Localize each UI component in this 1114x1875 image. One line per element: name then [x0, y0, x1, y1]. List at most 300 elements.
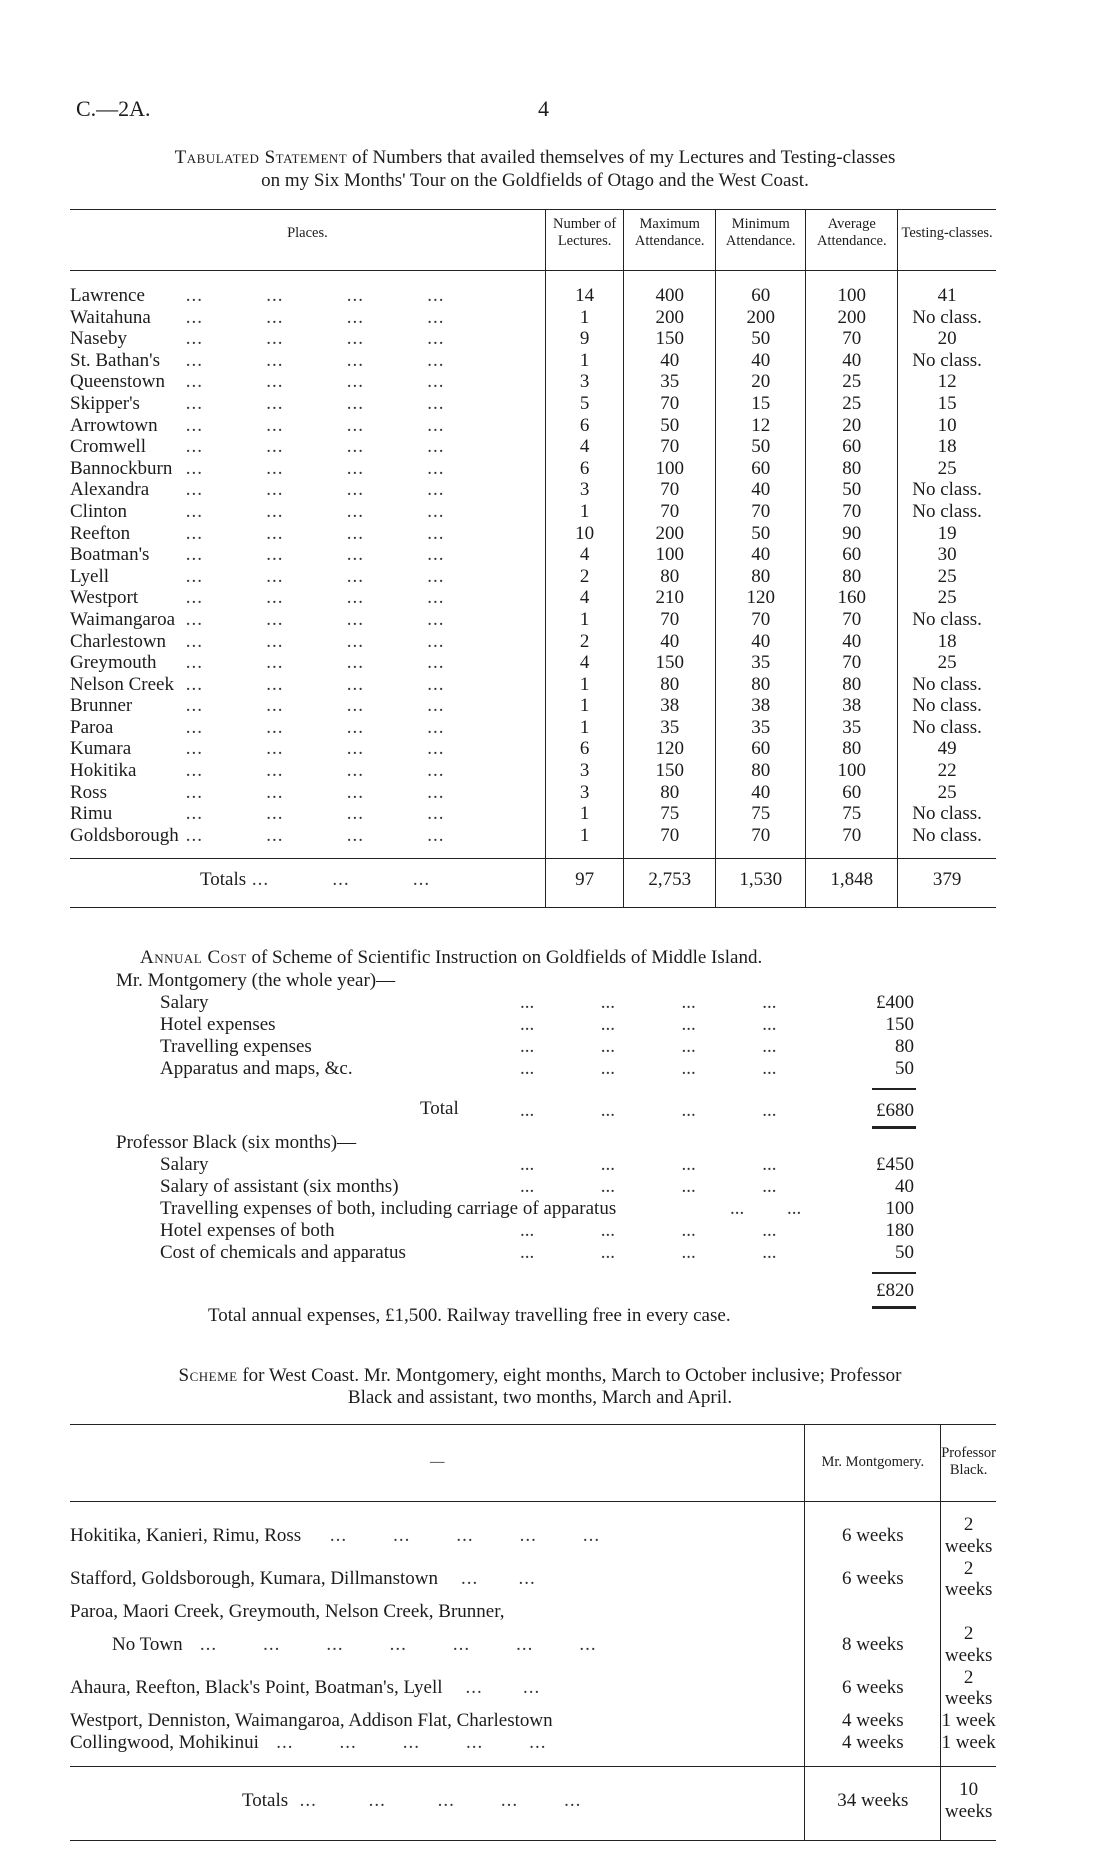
place-cell: Lawrence ... ... ... ... — [70, 285, 445, 306]
scheme-table-body — [70, 1502, 996, 1767]
place-cell: Ross ... ... ... ... — [70, 781, 445, 803]
place-cell: Waitahuna ... ... ... ... — [70, 306, 445, 328]
lectures-row — [70, 458, 996, 480]
place-cell: Brunner ... ... ... ... — [70, 695, 445, 717]
cell-max: 70 — [624, 436, 716, 458]
place-name: Nelson Creek — [70, 673, 174, 695]
black-item-label: Cost of chemicals and apparatus — [160, 1242, 406, 1263]
black-item-amount: 100 — [885, 1198, 914, 1219]
cell-max: 70 — [624, 393, 716, 415]
caption-small-caps: Tabulated Statement — [174, 147, 348, 168]
montgomery-item-amount: £400 — [876, 992, 914, 1013]
montgomery-item-label: Travelling expenses — [160, 1036, 312, 1057]
cell-min: 50 — [716, 523, 806, 545]
cell-testing: No class. — [898, 674, 996, 696]
header-testing: Testing-classes. — [898, 210, 996, 271]
leader-dots: ... ... ... ... — [520, 1014, 777, 1035]
cell-avg: 50 — [806, 479, 898, 501]
cell-min: 200 — [716, 307, 806, 329]
cell-max: 75 — [624, 803, 716, 825]
scheme-places: Hokitika, Kanieri, Rimu, Ross — [70, 1524, 302, 1546]
lectures-row — [70, 371, 996, 393]
cell-min: 12 — [716, 415, 806, 437]
place-cell: Westport ... ... ... ... — [70, 587, 445, 609]
cell-avg: 20 — [806, 415, 898, 437]
cell-testing: 25 — [898, 458, 996, 480]
cell-testing: No class. — [898, 803, 996, 825]
cell-avg: 160 — [806, 587, 898, 609]
scheme-text: for West Coast. Mr. Montgomery, eight months, March to October inclusive; Professor — [237, 1365, 902, 1386]
place-name: Reefton — [70, 522, 131, 544]
scheme-cell-black: 2 weeks — [941, 1502, 996, 1558]
scheme-row — [70, 1601, 996, 1623]
cell-lectures: 1 — [545, 825, 623, 859]
scheme-totals-montgomery: 34 weeks — [805, 1766, 941, 1841]
cell-max: 100 — [624, 544, 716, 566]
place-name: Brunner — [70, 695, 133, 717]
scheme-cell-black: 1 week — [941, 1732, 996, 1766]
lectures-row — [70, 501, 996, 523]
scheme-cell-black: 2 weeks — [941, 1667, 996, 1711]
cell-testing: No class. — [898, 307, 996, 329]
place-name: Westport — [70, 587, 139, 609]
page-number: 4 — [538, 96, 549, 121]
totals-min: 1,530 — [716, 859, 806, 908]
place-cell: Rimu ... ... ... ... — [70, 803, 445, 825]
place-cell: Paroa ... ... ... ... — [70, 716, 445, 738]
lectures-row — [70, 717, 996, 739]
scheme-header-row — [70, 1425, 996, 1502]
cell-min: 60 — [716, 271, 806, 307]
cell-lectures: 6 — [545, 738, 623, 760]
caption-line2: on my Six Months' Tour on the Goldfields of Otago and the West Coast. — [261, 170, 809, 191]
cell-min: 120 — [716, 587, 806, 609]
place-cell: Boatman's ... ... ... ... — [70, 544, 445, 566]
cell-max: 150 — [624, 652, 716, 674]
cell-max: 400 — [624, 271, 716, 307]
cell-min: 70 — [716, 609, 806, 631]
cell-avg: 80 — [806, 566, 898, 588]
scheme-totals-row — [70, 1766, 996, 1841]
place-cell: Alexandra ... ... ... ... — [70, 479, 445, 501]
cell-min: 20 — [716, 371, 806, 393]
cell-max: 100 — [624, 458, 716, 480]
place-name: Kumara — [70, 738, 132, 760]
totals-label: Totals — [200, 869, 247, 891]
black-item-label: Salary of assistant (six months) — [160, 1176, 399, 1197]
annual-cost-title — [140, 947, 762, 969]
place-name: Clinton — [70, 500, 128, 522]
cell-testing: 30 — [898, 544, 996, 566]
cell-testing: No class. — [898, 479, 996, 501]
scheme-totals-label: Totals — [242, 1789, 289, 1811]
cell-testing: No class. — [898, 717, 996, 739]
cell-lectures: 6 — [545, 458, 623, 480]
place-name: Cromwell — [70, 436, 146, 458]
cell-testing: 19 — [898, 523, 996, 545]
cell-max: 35 — [624, 371, 716, 393]
scheme-cell-montgomery: 6 weeks — [805, 1667, 941, 1711]
cell-max: 70 — [624, 609, 716, 631]
black-item-label: Travelling expenses of both, including carriage of apparatus — [160, 1198, 617, 1219]
scheme-table — [70, 1424, 996, 1841]
header-places: Places. — [70, 210, 545, 271]
cell-lectures: 2 — [545, 566, 623, 588]
leader-dots: ... ... ... ... — [520, 1100, 777, 1121]
lectures-table — [70, 209, 996, 908]
cell-max: 70 — [624, 479, 716, 501]
place-cell: Naseby ... ... ... ... — [70, 328, 445, 350]
place-name: Arrowtown — [70, 414, 158, 436]
black-heading: Professor Black (six months)— — [116, 1132, 357, 1153]
place-cell: Bannockburn ... ... ... ... — [70, 457, 445, 479]
scheme-places: Paroa, Maori Creek, Greymouth, Nelson Creek, Brunner, — [70, 1601, 505, 1623]
cell-min: 50 — [716, 436, 806, 458]
cell-lectures: 3 — [545, 782, 623, 804]
annual-cost-title-text: of Scheme of Scientific Instruction on Goldfields of Middle Island. — [246, 947, 763, 968]
montgomery-item-amount: 80 — [895, 1036, 914, 1057]
sum-rule — [872, 1272, 916, 1274]
sum-rule — [872, 1126, 916, 1129]
place-name: Skipper's — [70, 392, 140, 414]
cell-min: 70 — [716, 501, 806, 523]
place-cell: Reefton ... ... ... ... — [70, 522, 445, 544]
cell-avg: 38 — [806, 695, 898, 717]
cell-testing: 18 — [898, 631, 996, 653]
lectures-row — [70, 436, 996, 458]
header-max: Maximum Attendance. — [624, 210, 716, 271]
leader-dots: ... ... ... ... — [520, 1036, 777, 1057]
scheme-small-caps: Scheme — [178, 1365, 238, 1386]
cell-lectures: 4 — [545, 652, 623, 674]
cell-min: 40 — [716, 631, 806, 653]
leader-dots: ... ... ... ... — [520, 992, 777, 1013]
lectures-row — [70, 544, 996, 566]
place-cell: Lyell ... ... ... ... — [70, 565, 445, 587]
cell-lectures: 5 — [545, 393, 623, 415]
cell-min: 40 — [716, 782, 806, 804]
place-name: Lyell — [70, 565, 110, 587]
lectures-row — [70, 566, 996, 588]
cell-avg: 35 — [806, 717, 898, 739]
cell-lectures: 6 — [545, 415, 623, 437]
scheme-places: Ahaura, Reefton, Black's Point, Boatman's, Lyell — [70, 1677, 443, 1699]
black-item-label: Hotel expenses of both — [160, 1220, 335, 1241]
lectures-row — [70, 307, 996, 329]
place-name: Goldsborough — [70, 824, 179, 846]
scheme-row — [70, 1710, 996, 1732]
scheme-cell-black — [941, 1601, 996, 1623]
leader-dots: ... ... — [442, 1677, 541, 1699]
document-reference: C.—2A. — [76, 96, 151, 121]
cell-avg: 70 — [806, 328, 898, 350]
scheme-places-cell — [70, 1502, 805, 1558]
header-min: Minimum Attendance. — [716, 210, 806, 271]
leader-dots: ... ... ... ... — [520, 1058, 777, 1079]
sum-rule — [872, 1306, 916, 1309]
place-cell: Greymouth ... ... ... ... — [70, 652, 445, 674]
cell-testing: 25 — [898, 587, 996, 609]
cell-max: 150 — [624, 328, 716, 350]
cell-max: 40 — [624, 631, 716, 653]
black-total-amount: £820 — [876, 1280, 914, 1301]
cell-max: 200 — [624, 307, 716, 329]
cell-avg: 60 — [806, 782, 898, 804]
cell-avg: 60 — [806, 544, 898, 566]
cell-lectures: 14 — [545, 271, 623, 307]
cell-avg: 100 — [806, 271, 898, 307]
scheme-row — [70, 1558, 996, 1602]
cell-avg: 60 — [806, 436, 898, 458]
cell-lectures: 1 — [545, 674, 623, 696]
scheme-row — [70, 1623, 996, 1667]
scheme-places-cell — [70, 1558, 805, 1602]
lectures-row — [70, 652, 996, 674]
place-cell: Arrowtown ... ... ... ... — [70, 414, 445, 436]
black-item-amount: 50 — [895, 1242, 914, 1263]
cell-max: 70 — [624, 501, 716, 523]
cell-testing: No class. — [898, 609, 996, 631]
lectures-row — [70, 415, 996, 437]
place-cell: Charlestown ... ... ... ... — [70, 630, 445, 652]
scheme-totals-black: 10 weeks — [941, 1766, 996, 1841]
scheme-table-wrap — [70, 1424, 996, 1841]
cell-avg: 70 — [806, 652, 898, 674]
scheme-line2: Black and assistant, two months, March and April. — [347, 1387, 733, 1408]
lectures-row — [70, 350, 996, 372]
place-name: Waimangaroa — [70, 608, 176, 630]
cell-avg: 40 — [806, 631, 898, 653]
leader-dots: ... ... — [438, 1568, 536, 1590]
montgomery-total-amount: £680 — [876, 1100, 914, 1121]
lectures-table-body — [70, 271, 996, 859]
cell-min: 70 — [716, 825, 806, 859]
cell-lectures: 1 — [545, 307, 623, 329]
scheme-cell-montgomery: 6 weeks — [805, 1502, 941, 1558]
place-name: Waitahuna — [70, 306, 151, 328]
cell-avg: 70 — [806, 825, 898, 859]
scheme-row — [70, 1667, 996, 1711]
place-cell: Queenstown ... ... ... ... — [70, 371, 445, 393]
cell-lectures: 4 — [545, 587, 623, 609]
scheme-places-cell — [70, 1623, 805, 1667]
place-name: Hokitika — [70, 760, 137, 782]
cell-testing: 41 — [898, 271, 996, 307]
scheme-cell-montgomery: 4 weeks — [805, 1732, 941, 1766]
lectures-row — [70, 631, 996, 653]
leader-dots: ... ... ... ... ... — [258, 1731, 547, 1753]
scheme-places: No Town — [112, 1633, 183, 1655]
cell-max: 38 — [624, 695, 716, 717]
place-cell: Skipper's ... ... ... ... — [70, 392, 445, 414]
black-item-amount: £450 — [876, 1154, 914, 1175]
cell-avg: 40 — [806, 350, 898, 372]
cell-min: 40 — [716, 544, 806, 566]
place-name: Greymouth — [70, 652, 157, 674]
cell-max: 50 — [624, 415, 716, 437]
place-name: Lawrence — [70, 285, 145, 306]
montgomery-item-label: Hotel expenses — [160, 1014, 276, 1035]
cell-max: 80 — [624, 674, 716, 696]
totals-avg: 1,848 — [806, 859, 898, 908]
sum-rule — [872, 1088, 916, 1090]
scheme-cell-montgomery — [805, 1601, 941, 1623]
place-name: Rimu — [70, 803, 113, 825]
totals-label-cell: Totals ... ... ... — [70, 859, 545, 908]
place-cell: Hokitika ... ... ... ... — [70, 760, 445, 782]
cell-min: 35 — [716, 717, 806, 739]
cell-testing: 22 — [898, 760, 996, 782]
cell-lectures: 1 — [545, 609, 623, 631]
place-name: Charlestown — [70, 630, 167, 652]
cell-lectures: 10 — [545, 523, 623, 545]
place-cell: Goldsborough ... ... ... ... — [70, 824, 445, 846]
place-name: St. Bathan's — [70, 349, 160, 371]
scheme-cell-montgomery: 4 weeks — [805, 1710, 941, 1732]
lectures-row — [70, 393, 996, 415]
cell-min: 15 — [716, 393, 806, 415]
lectures-row — [70, 328, 996, 350]
scheme-places: Stafford, Goldsborough, Kumara, Dillmanstown — [70, 1568, 438, 1590]
cell-lectures: 1 — [545, 695, 623, 717]
cell-testing: 25 — [898, 652, 996, 674]
cell-avg: 70 — [806, 501, 898, 523]
header-black: Professor Black. — [941, 1425, 996, 1502]
cell-testing: 49 — [898, 738, 996, 760]
leader-dots: ... ... — [730, 1198, 802, 1219]
cell-avg: 100 — [806, 760, 898, 782]
montgomery-item-amount: 50 — [895, 1058, 914, 1079]
scheme-caption — [70, 1365, 1010, 1409]
header-places-dash: — — [70, 1425, 805, 1502]
leader-dots: ... ... ... ... — [520, 1154, 777, 1175]
cell-max: 200 — [624, 523, 716, 545]
cell-max: 80 — [624, 782, 716, 804]
lectures-row — [70, 825, 996, 859]
lectures-totals-row — [70, 859, 996, 908]
montgomery-item-label: Salary — [160, 992, 209, 1013]
cell-lectures: 4 — [545, 544, 623, 566]
page-header — [76, 96, 1036, 126]
montgomery-heading: Mr. Montgomery (the whole year)— — [116, 970, 396, 991]
place-name: Ross — [70, 781, 107, 803]
cell-testing: 18 — [898, 436, 996, 458]
cell-testing: 10 — [898, 415, 996, 437]
cell-lectures: 3 — [545, 760, 623, 782]
cell-lectures: 1 — [545, 803, 623, 825]
lectures-row — [70, 695, 996, 717]
cell-min: 35 — [716, 652, 806, 674]
table1-caption — [70, 146, 1000, 192]
lectures-row — [70, 760, 996, 782]
montgomery-item-label: Apparatus and maps, &c. — [160, 1058, 353, 1079]
cell-lectures: 2 — [545, 631, 623, 653]
cell-min: 75 — [716, 803, 806, 825]
black-item-amount: 40 — [895, 1176, 914, 1197]
montgomery-total-label: Total — [420, 1098, 459, 1119]
cell-lectures: 9 — [545, 328, 623, 350]
leader-dots: ... ... ... ... — [520, 1220, 777, 1241]
lectures-header-row — [70, 210, 996, 271]
scheme-places-cell — [70, 1667, 805, 1711]
scheme-places: Collingwood, Mohikinui — [70, 1731, 259, 1753]
place-name: Naseby — [70, 328, 127, 350]
cell-avg: 80 — [806, 674, 898, 696]
cell-avg: 80 — [806, 458, 898, 480]
cell-max: 210 — [624, 587, 716, 609]
scheme-cell-black: 2 weeks — [941, 1623, 996, 1667]
cell-testing: 25 — [898, 782, 996, 804]
cell-max: 70 — [624, 825, 716, 859]
cell-max: 80 — [624, 566, 716, 588]
lectures-row — [70, 587, 996, 609]
scheme-cell-black: 2 weeks — [941, 1558, 996, 1602]
place-cell: Clinton ... ... ... ... — [70, 500, 445, 522]
cell-avg: 25 — [806, 371, 898, 393]
cell-testing: No class. — [898, 825, 996, 859]
scheme-totals-label-cell: Totals ... ... ... ... ... — [70, 1766, 805, 1841]
header-avg: Average Attendance. — [806, 210, 898, 271]
place-name: Paroa — [70, 716, 114, 738]
cell-lectures: 3 — [545, 371, 623, 393]
place-name: Bannockburn — [70, 457, 173, 479]
cell-testing: 15 — [898, 393, 996, 415]
cell-min: 60 — [716, 458, 806, 480]
leader-dots: ... ... ... ... — [520, 1242, 777, 1263]
cell-avg: 90 — [806, 523, 898, 545]
cell-avg: 80 — [806, 738, 898, 760]
cell-max: 150 — [624, 760, 716, 782]
lectures-row — [70, 803, 996, 825]
cell-testing: No class. — [898, 501, 996, 523]
annual-cost-small-caps: Annual Cost — [140, 947, 247, 968]
cell-avg: 75 — [806, 803, 898, 825]
cell-min: 80 — [716, 760, 806, 782]
header-montgomery: Mr. Montgomery. — [805, 1425, 941, 1502]
leader-dots: ... ... ... ... — [520, 1176, 777, 1197]
cell-lectures: 1 — [545, 350, 623, 372]
leader-dots: ... ... ... ... ... — [301, 1524, 601, 1546]
place-cell: Cromwell ... ... ... ... — [70, 436, 445, 458]
place-name: Boatman's — [70, 544, 150, 566]
black-item-label: Salary — [160, 1154, 209, 1175]
place-cell: Nelson Creek ... ... ... ... — [70, 673, 445, 695]
scheme-places-cell — [70, 1710, 805, 1732]
place-cell: Waimangaroa ... ... ... ... — [70, 608, 445, 630]
totals-testing: 379 — [898, 859, 996, 908]
cell-avg: 70 — [806, 609, 898, 631]
cell-min: 80 — [716, 566, 806, 588]
lectures-table-wrap — [70, 209, 996, 908]
lectures-row — [70, 674, 996, 696]
lectures-row — [70, 523, 996, 545]
leader-dots: ... ... ... ... ... ... ... — [182, 1633, 597, 1655]
scheme-places-cell — [70, 1732, 805, 1766]
cell-testing: No class. — [898, 695, 996, 717]
cell-testing: 20 — [898, 328, 996, 350]
scheme-places: Westport, Denniston, Waimangaroa, Addison Flat, Charlestown — [70, 1710, 553, 1732]
cell-min: 60 — [716, 738, 806, 760]
scheme-places-cell — [70, 1601, 805, 1623]
cell-testing: 25 — [898, 566, 996, 588]
cell-avg: 200 — [806, 307, 898, 329]
place-cell: St. Bathan's ... ... ... ... — [70, 349, 445, 371]
cell-lectures: 3 — [545, 479, 623, 501]
lectures-row — [70, 738, 996, 760]
cell-lectures: 4 — [545, 436, 623, 458]
cell-max: 120 — [624, 738, 716, 760]
cell-max: 40 — [624, 350, 716, 372]
